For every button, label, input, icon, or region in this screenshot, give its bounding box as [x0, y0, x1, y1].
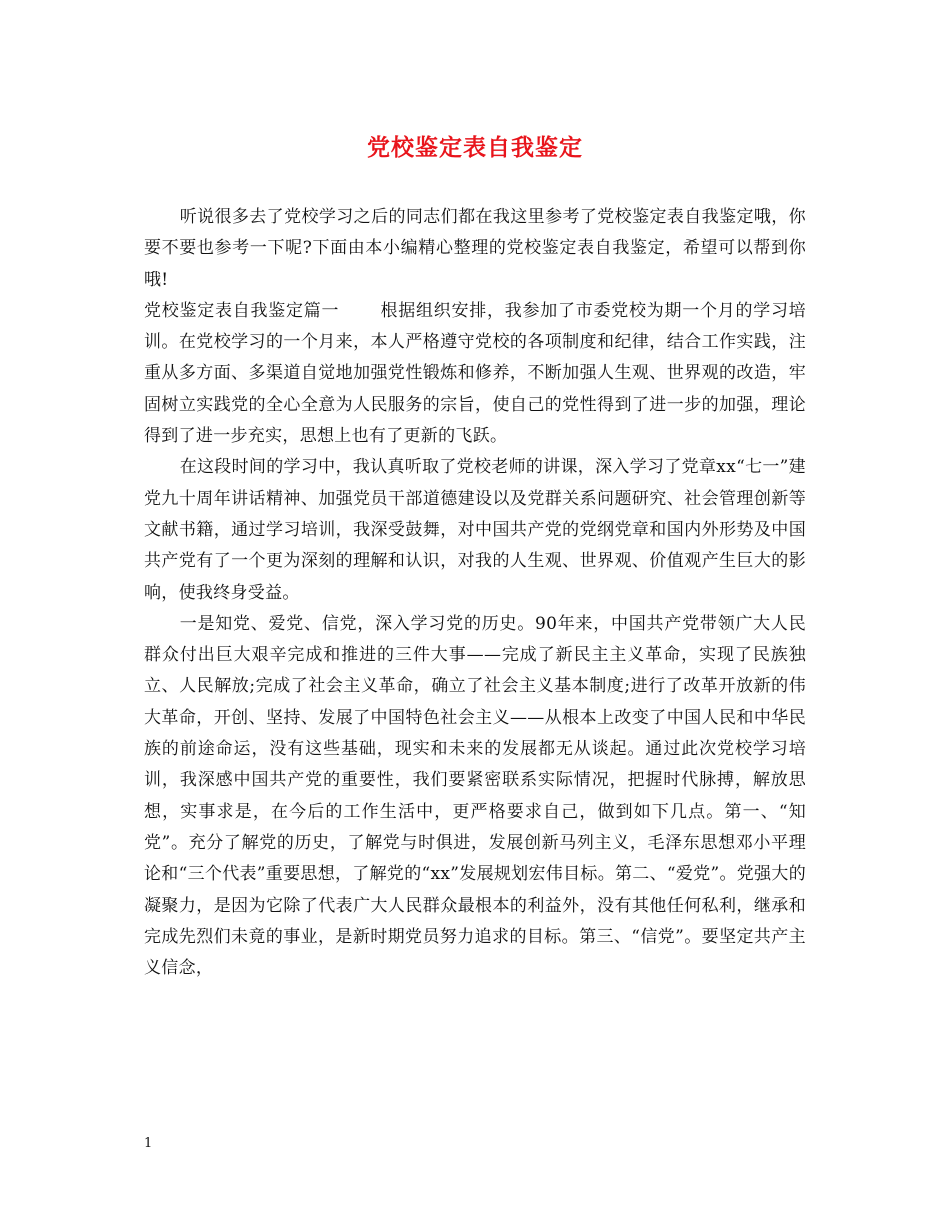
section-heading: 党校鉴定表自我鉴定篇一	[144, 300, 340, 321]
page-number: 1	[144, 1136, 153, 1151]
intro-paragraph: 听说很多去了党校学习之后的同志们都在我这里参考了党校鉴定表自我鉴定哦，你要不要也参考一下呢?下面由本小编精心整理的党校鉴定表自我鉴定，希望可以帮到你哦!	[144, 207, 806, 290]
study-paragraph: 在这段时间的学习中，我认真听取了党校老师的讲课，深入学习了党章xx“七一”建党九十周年讲话精神、加强党员干部道德建设以及党群关系问题研究、社会管理创新等文献书籍，通过学习培训，我深受鼓舞，对中国共产党的党纲党章和国内外形势及中国共产党有了一个更为深刻的理解和认识，对我的人生观、世界观、价值观产生巨大的影响，使我终身受益。	[144, 457, 806, 603]
section-first-text: 根据组织安排，我参加了市委党校为期一个月的学习培训。在党校学习的一个月来，本人严格遵守党校的各项制度和纪律，结合工作实践，注重从多方面、多渠道自觉地加强党性锻炼和修养，不断加强人生观、世界观的改造，牢固树立实践党的全心全意为人民服务的宗旨，使自己的党性得到了进一步的加强，理论得到了进一步充实，思想上也有了更新的飞跃。	[144, 300, 806, 447]
document-body	[144, 202, 806, 984]
party-history-paragraph: 一是知党、爱党、信党，深入学习党的历史。90年来，中国共产党带领广大人民群众付出巨大艰辛完成和推进的三件大事——完成了新民主主义革命，实现了民族独立、人民解放;完成了社会主义革命，确立了社会主义基本制度;进行了改革开放新的伟大革命，开创、坚持、发展了中国特色社会主义——从根本上改变了中国人民和中华民族的前途命运，没有这些基础，现实和未来的发展都无从谈起。通过此次党校学习培训，我深感中国共产党的重要性，我们要紧密联系实际情况，把握时代脉搏，解放思想，实事求是，在今后的工作生活中，更严格要求自己，做到如下几点。第一、“知党”。充分了解党的历史，了解党与时俱进，发展创新马列主义，毛泽东思想邓小平理论和“三个代表”重要思想，了解党的“xx”发展规划宏伟目标。第二、“爱党”。党强大的凝聚力，是因为它除了代表广大人民群众最根本的利益外，没有其他任何私利，继承和完成先烈们未竟的事业，是新时期党员努力追求的目标。第三、“信党”。要坚定共产主义信念，	[144, 613, 806, 979]
section-one-paragraph	[144, 296, 806, 452]
document-title: 党校鉴定表自我鉴定	[367, 134, 583, 161]
